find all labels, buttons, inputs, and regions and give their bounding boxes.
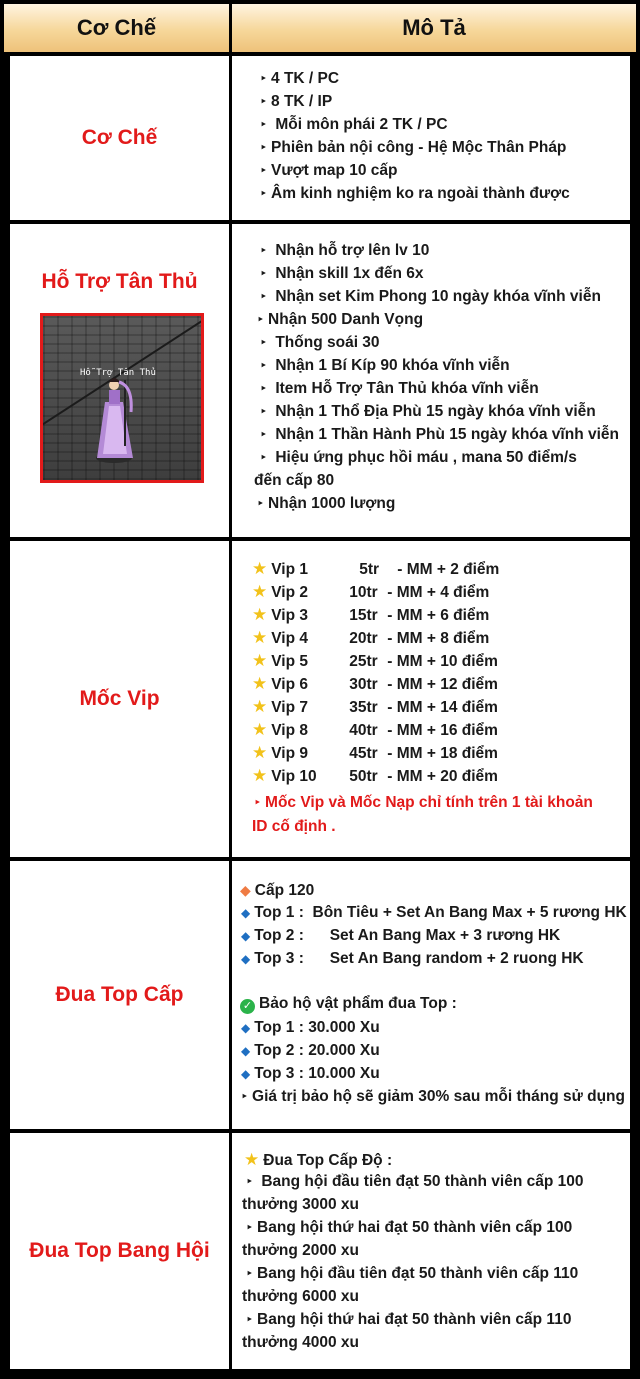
list-item-text: Top 3 : Set An Bang random + 2 ruong HK [254,950,584,967]
list-item: Mỗi môn phái 2 TK / PC [275,116,448,133]
row-title: Đua Top Bang Hội [29,1239,210,1262]
star-icon: ★ [252,766,268,785]
triangle-bullet-icon: ‣ [260,360,268,372]
list-item [260,114,626,136]
list-item [246,1263,626,1285]
list-item-text: - MM + 8 điểm [387,630,490,647]
list-item: thưởng 6000 xu [242,1288,359,1305]
star-icon: ★ [252,743,268,762]
list-item: Vượt map 10 cấp [271,162,398,179]
list-item [241,902,626,924]
triangle-bullet-icon: ‣ [260,268,268,280]
list-item [257,493,626,515]
triangle-bullet-icon: ‣ [260,165,268,177]
blue-diamond-icon: ◆ [241,929,251,943]
list-item [244,1149,626,1172]
list-item-text: Vip 4 [271,630,309,647]
triangle-bullet-icon: ‣ [260,452,268,464]
list-item [260,160,626,182]
list-item [246,1217,626,1239]
header-col2: Mô Tả [232,4,636,52]
star-icon: ★ [244,1150,260,1169]
list-item [260,137,626,159]
triangle-bullet-icon: ‣ [260,96,268,108]
list-item [254,470,626,492]
list-item-text: Top 2 : 20.000 Xu [254,1042,380,1059]
list-item [260,91,626,113]
star-icon: ★ [252,651,268,670]
list-item-text: Bang hội thứ hai đạt 50 thành viên cấp 100 [257,1219,573,1236]
list-item [260,263,626,285]
list-item-text: Vip 6 [271,676,309,693]
list-item-text: Giá trị bảo hộ sẽ giảm 30% sau mỗi tháng sử dụng [252,1088,625,1105]
star-icon: ★ [252,697,268,716]
list-item [260,332,626,354]
list-item-text: Vip 3 [271,607,309,624]
list-item: Nhận 1000 lượng [268,495,396,512]
npc-label: Hỗ Trợ Tân Thủ [80,368,156,378]
list-item: Nhận 1 Thần Hành Phù 15 ngày khóa vĩnh viễn [275,426,619,443]
row-title: Hỗ Trợ Tân Thủ [41,270,198,293]
row-vip-label [10,541,229,857]
list-item-text: Bảo hộ vật phẩm đua Top : [259,995,457,1012]
list-item-text: 10tr [349,584,378,601]
list-item: Âm kinh nghiệm ko ra ngoài thành được [271,185,570,202]
list-item-text: Top 1 : Bôn Tiêu + Set An Bang Max + 5 rương HK [254,904,627,921]
triangle-bullet-icon: ‣ [260,291,268,303]
list-item [257,309,626,331]
list-item-text: Top 3 : 10.000 Xu [254,1065,380,1082]
list-item-text: 40tr [349,722,378,739]
list-item-text: 5tr [359,561,380,578]
vip-level-row [252,673,626,696]
list-item-text: Bang hội thứ hai đạt 50 thành viên cấp 110 [257,1311,572,1328]
triangle-bullet-icon: ‣ [260,245,268,257]
row-top-cap-label [10,861,229,1129]
list-item [260,424,626,446]
list-item [241,1086,626,1108]
list-item: Nhận set Kim Phong 10 ngày khóa vĩnh viễn [275,288,601,305]
triangle-bullet-icon: ‣ [260,188,268,200]
list-item [260,68,626,90]
list-item: thưởng 3000 xu [242,1196,359,1213]
list-item [241,1063,626,1085]
npc-screenshot [40,313,204,483]
list-item: 8 TK / IP [271,93,333,110]
list-item [260,401,626,423]
triangle-bullet-icon: ‣ [260,383,268,395]
list-item-text: Đua Top Cấp Độ : [263,1152,393,1169]
list-item-text: - MM + 6 điểm [387,607,490,624]
triangle-bullet-icon: ‣ [257,498,265,510]
star-icon: ★ [252,605,268,624]
triangle-bullet-icon: ‣ [260,142,268,154]
vip-level-row [252,650,626,673]
list-item-text: 20tr [349,630,378,647]
list-item-text: Vip 8 [271,722,309,739]
list-item-text: Top 2 : Set An Bang Max + 3 rương HK [254,927,561,944]
list-item: Nhận 1 Bí Kíp 90 khóa vĩnh viễn [275,357,510,374]
list-item [241,1040,626,1062]
list-item [240,993,626,1015]
list-item: 4 TK / PC [271,70,340,87]
star-icon: ★ [252,582,268,601]
triangle-bullet-icon: ‣ [260,429,268,441]
list-item: thưởng 4000 xu [242,1334,359,1351]
list-item [260,378,626,400]
blue-diamond-icon: ◆ [241,1044,251,1058]
list-item-text: 30tr [349,676,378,693]
list-item-text: Bang hội đầu tiên đạt 50 thành viên cấp 100 [261,1173,584,1190]
star-icon: ★ [252,720,268,739]
list-item-text: Vip 7 [271,699,309,716]
list-item-text: Vip 2 [271,584,309,601]
list-item: Nhận hỗ trợ lên lv 10 [275,242,430,259]
row-top-cap-desc [232,861,630,1129]
vip-level-row [252,627,626,650]
list-item-text: Cấp 120 [254,882,315,899]
list-item-text: 15tr [349,607,378,624]
list-item-text: - MM + 10 điểm [387,653,498,670]
header-col1: Cơ Chế [4,4,229,52]
vip-note-2: ID cố định . [252,818,336,835]
triangle-bullet-icon: ‣ [246,1176,254,1188]
list-item: Thống soái 30 [275,334,380,351]
list-item [260,355,626,377]
row-top-bang-label [10,1133,229,1369]
row-top-bang-desc [232,1133,630,1369]
vip-level-row [252,719,626,742]
triangle-bullet-icon: ‣ [246,1268,254,1280]
row-vip-desc [232,541,630,857]
list-item-text: Top 1 : 30.000 Xu [254,1019,380,1036]
list-item-text: Vip 1 [271,561,309,578]
row-title: Mốc Vip [79,687,160,710]
list-item-text: - MM + 14 điểm [387,699,498,716]
list-item [240,879,626,902]
triangle-bullet-icon: ‣ [254,797,262,809]
list-item-text: Vip 10 [271,768,317,785]
list-item [241,948,626,970]
list-item [260,183,626,205]
list-item: đến cấp 80 [254,472,335,489]
triangle-bullet-icon: ‣ [246,1314,254,1326]
list-item [260,240,626,262]
triangle-bullet-icon: ‣ [246,1222,254,1234]
triangle-bullet-icon: ‣ [241,1091,249,1103]
list-item-text: 45tr [349,745,378,762]
check-circle-icon: ✓ [240,999,255,1014]
list-item-text: 50tr [349,768,378,785]
vip-level-row [252,604,626,627]
blue-diamond-icon: ◆ [241,1021,251,1035]
triangle-bullet-icon: ‣ [257,314,265,326]
list-item-text: 35tr [349,699,378,716]
orange-diamond-icon: ◆ [240,882,251,898]
vip-level-row [252,696,626,719]
list-item [246,1171,626,1193]
list-item: Nhận 1 Thổ Địa Phù 15 ngày khóa vĩnh viễn [275,403,596,420]
list-item [260,286,626,308]
list-item [241,1017,626,1039]
list-item-text: - MM + 18 điểm [387,745,498,762]
list-item-text: - MM + 16 điểm [387,722,498,739]
vip-level-row [252,765,626,788]
blue-diamond-icon: ◆ [241,1067,251,1081]
list-item: Item Hỗ Trợ Tân Thủ khóa vĩnh viễn [275,380,539,397]
list-item [260,447,626,469]
list-item-text: 25tr [349,653,378,670]
vip-level-row [252,558,626,581]
triangle-bullet-icon: ‣ [260,119,268,131]
row-co-che-label [10,56,229,220]
list-item [241,925,626,947]
blue-diamond-icon: ◆ [241,906,251,920]
row-co-che-desc [232,56,630,220]
list-item [246,1309,626,1331]
list-item-text: Mốc Vip và Mốc Nạp chỉ tính trên 1 tài khoản [265,794,593,811]
row-ho-tro-desc [232,224,630,537]
list-item: Nhận 500 Danh Vọng [268,311,424,328]
vip-level-row [252,581,626,604]
triangle-bullet-icon: ‣ [260,337,268,349]
list-item-text: Vip 9 [271,745,309,762]
list-item-text: Bang hội đầu tiên đạt 50 thành viên cấp 110 [257,1265,579,1282]
list-item-text: - MM + 12 điểm [387,676,498,693]
blue-diamond-icon: ◆ [241,952,251,966]
triangle-bullet-icon: ‣ [260,73,268,85]
list-item: Phiên bản nội công - Hệ Mộc Thân Pháp [271,139,567,156]
star-icon: ★ [252,559,268,578]
triangle-bullet-icon: ‣ [260,406,268,418]
list-item: thưởng 2000 xu [242,1242,359,1259]
npc-character-icon [43,316,201,480]
list-item: Nhận skill 1x đến 6x [275,265,424,282]
list-item-text: - MM + 4 điểm [387,584,490,601]
list-item: Hiệu ứng phục hồi máu , mana 50 điểm/s [275,449,577,466]
star-icon: ★ [252,674,268,693]
star-icon: ★ [252,628,268,647]
row-title: Cơ Chế [81,126,158,149]
row-title: Đua Top Cấp [55,983,184,1006]
list-item-text: Vip 5 [271,653,309,670]
list-item-text: - MM + 2 điểm [397,561,500,578]
vip-level-row [252,742,626,765]
vip-note [254,792,626,814]
list-item-text: - MM + 20 điểm [387,768,498,785]
